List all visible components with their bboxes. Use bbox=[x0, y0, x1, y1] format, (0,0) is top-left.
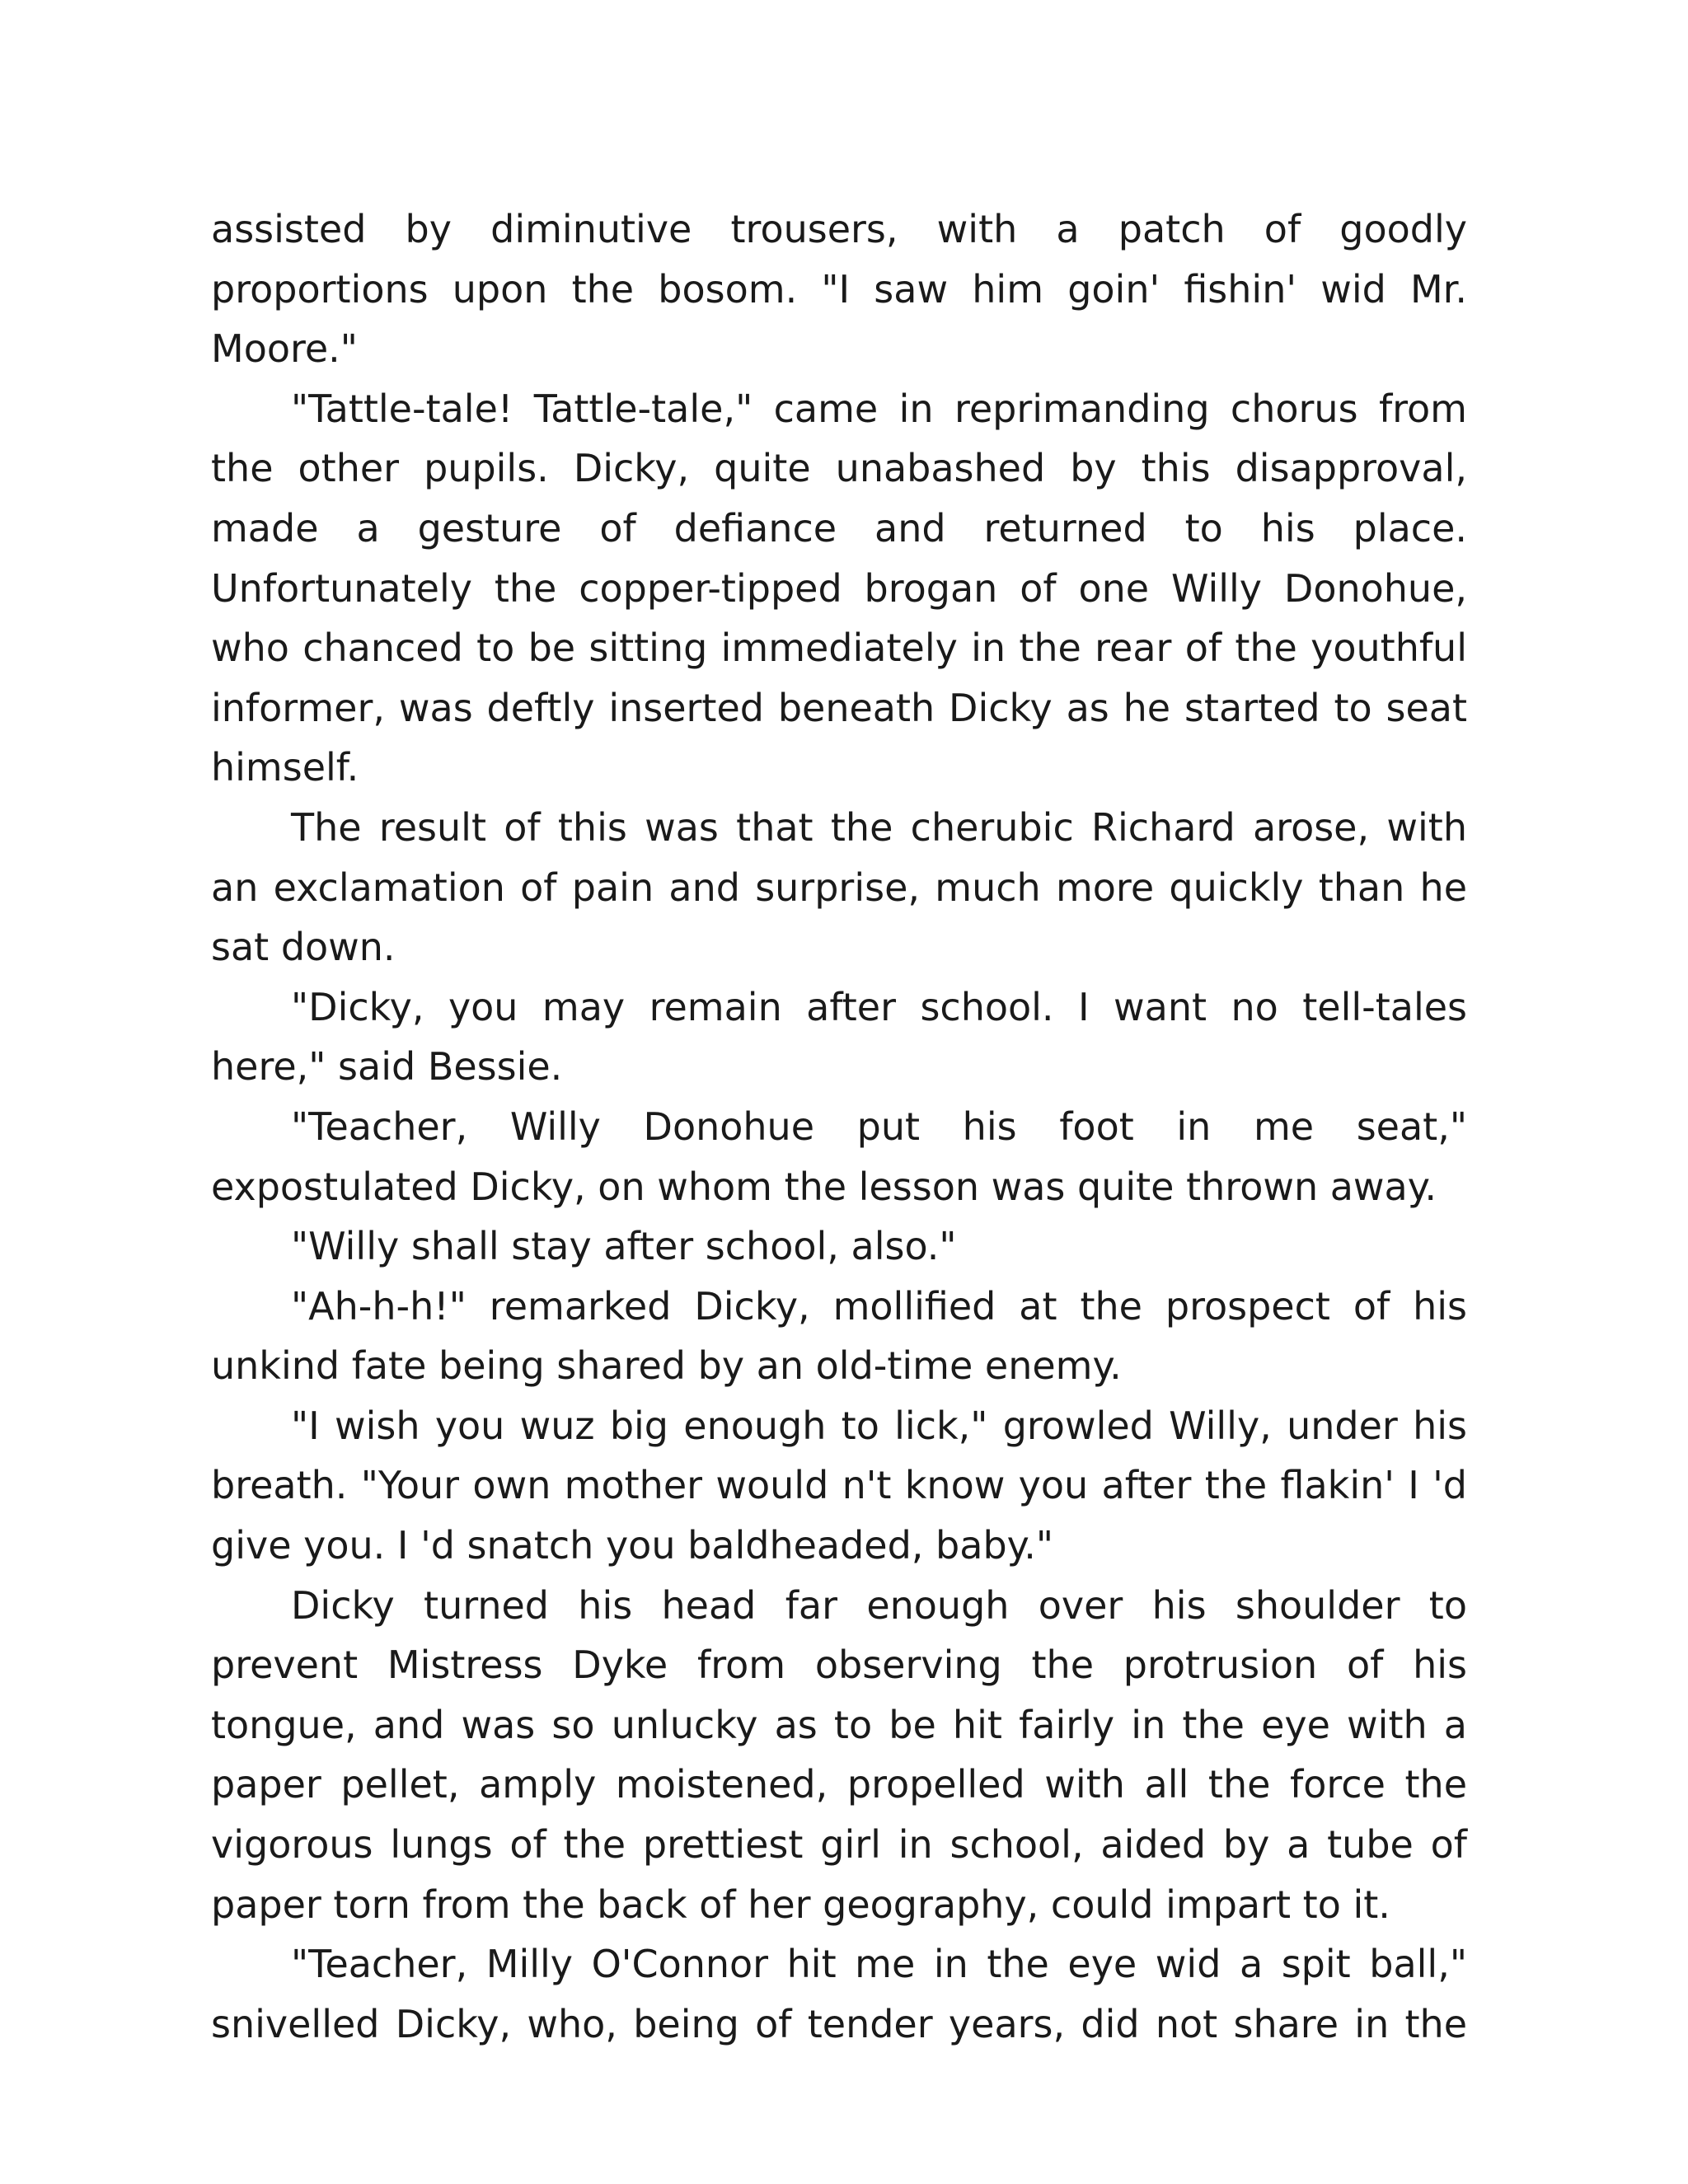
paragraph: "Dicky, you may remain after school. I want no tell-tales here," said Bessie. bbox=[211, 984, 1467, 1090]
paragraph-continuation: assisted by diminutive trousers, with a patch of goodly proportions upon the bosom. "I saw him goin' fishin' wid Mr. Moore." bbox=[211, 207, 1467, 372]
paragraph: "Ah-h-h!" remarked Dicky, mollified at the prospect of his unkind fate being shared by an old-time enemy. bbox=[211, 1283, 1467, 1389]
paragraph: "Tattle-tale! Tattle-tale," came in reprimanding chorus from the other pupils. Dicky, quite unabashed by this disapproval, made a gesture of defiance and returned to his place. Unfortunately the copper-tipped brogan of one Willy Donohue, who chanced to be sitting immediately in the rear of the youthful informer, was deftly inserted beneath Dicky as he started to seat himself. bbox=[211, 386, 1467, 790]
paragraph: "Teacher, Willy Donohue put his foot in me seat," expostulated Dicky, on whom the lesson was quite thrown away. bbox=[211, 1104, 1467, 1209]
paragraph: "Willy shall stay after school, also." bbox=[291, 1224, 957, 1269]
paragraph: "I wish you wuz big enough to lick," growled Willy, under his breath. "Your own mother would n't know you after the flakin' I 'd give you. I 'd snatch you baldheaded, baby." bbox=[211, 1403, 1467, 1568]
paragraph: The result of this was that the cherubic Richard arose, with an exclamation of pain and surprise, much more quickly than he sat down. bbox=[211, 804, 1467, 970]
paragraph: Dicky turned his head far enough over his shoulder to prevent Mistress Dyke from observing the protrusion of his tongue, and was so unlucky as to be hit fairly in the eye with a paper pellet, amply moistened, propelled with all the force the vigorous lungs of the prettiest girl in school, aided by a tube of paper torn from the back of her geography, could impart to it. bbox=[211, 1582, 1467, 1927]
paragraph-continues-next-page: "Teacher, Milly O'Connor hit me in the eye wid a spit ball," snivelled Dicky, who, being of tender years, did not share in the bbox=[211, 1942, 1467, 2046]
page-text bbox=[211, 199, 1467, 2054]
